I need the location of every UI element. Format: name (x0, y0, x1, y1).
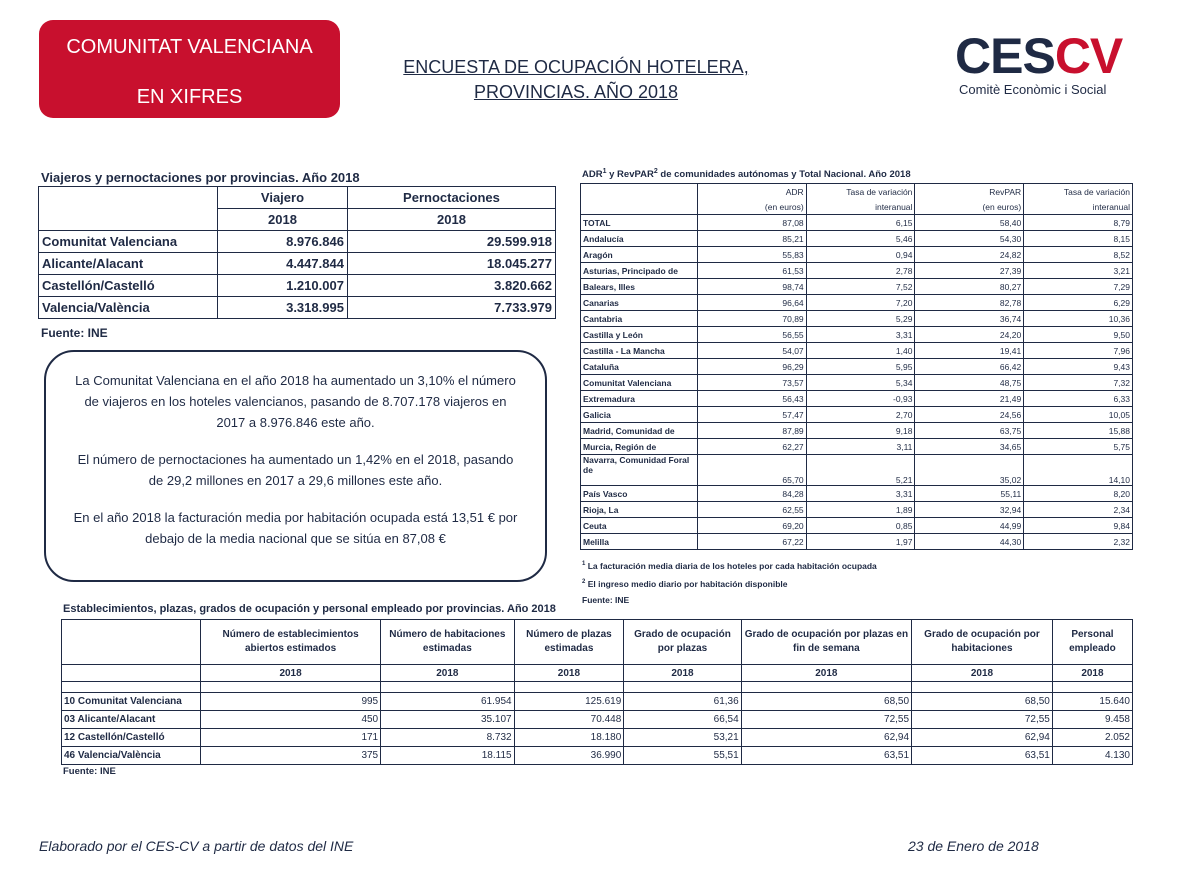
row-value-2: 70.448 (514, 711, 624, 729)
row-revpar: 24,20 (915, 327, 1024, 343)
row-revpar: 19,41 (915, 343, 1024, 359)
table2-title-b: y RevPAR (606, 169, 654, 181)
table2-note-2 (582, 574, 877, 592)
row-revpar: 34,65 (915, 439, 1024, 455)
table-row (581, 311, 1133, 327)
row-label: Comunitat Valenciana (39, 231, 218, 253)
table2-corner (581, 184, 698, 200)
row-adr: 87,89 (697, 423, 806, 439)
row-tv2: 8,20 (1024, 486, 1133, 502)
table2-corner-2 (581, 199, 698, 215)
table2-title-sup2: 2 (653, 168, 658, 175)
table2-header-0: ADR (697, 184, 806, 200)
row-label: Castilla y León (581, 327, 698, 343)
table-row (581, 359, 1133, 375)
table3-year-6: 2018 (1052, 665, 1132, 682)
row-label: Comunitat Valenciana (581, 375, 698, 391)
row-tv2: 7,96 (1024, 343, 1133, 359)
table-row (581, 263, 1133, 279)
row-tv2: 15,88 (1024, 423, 1133, 439)
row-revpar: 24,82 (915, 247, 1024, 263)
row-overnights: 7.733.979 (347, 297, 555, 319)
table-row (581, 486, 1133, 502)
table3-header-5: Grado de ocupación por habitaciones (912, 620, 1053, 665)
row-tv2: 8,79 (1024, 215, 1133, 231)
table3-header-1: Número de habitaciones estimadas (381, 620, 514, 665)
table2-header-row-2 (581, 199, 1133, 215)
row-tv2: 2,32 (1024, 534, 1133, 550)
badge-line-2: EN XIFRES (136, 86, 243, 108)
table-row (581, 439, 1133, 455)
row-label: Ceuta (581, 518, 698, 534)
table-row (581, 215, 1133, 231)
row-label: Asturias, Principado de (581, 263, 698, 279)
row-revpar: 27,39 (915, 263, 1024, 279)
row-tv2: 6,33 (1024, 391, 1133, 407)
row-tv2: 14,10 (1024, 455, 1133, 486)
row-value-6: 9.458 (1052, 711, 1132, 729)
footer-credit: Elaborado por el CES-CV a partir de datos del INE (39, 838, 354, 854)
row-tv1: 5,21 (806, 455, 915, 486)
row-value-2: 125.619 (514, 693, 624, 711)
logo-part-2: CV (1054, 28, 1123, 84)
table2-title-a: ADR (582, 169, 603, 181)
table2-title-sup1: 1 (602, 168, 607, 175)
table3-header-3: Grado de ocupación por plazas (624, 620, 741, 665)
table3-spacer-cell (624, 682, 741, 693)
row-travelers: 4.447.844 (218, 253, 348, 275)
table1-year-2: 2018 (347, 209, 555, 231)
row-tv1: 1,89 (806, 502, 915, 518)
row-value-5: 63,51 (912, 747, 1053, 765)
table3-year-row (62, 665, 1133, 682)
row-label: Valencia/València (39, 297, 218, 319)
row-adr: 96,29 (697, 359, 806, 375)
row-value-2: 36.990 (514, 747, 624, 765)
row-revpar: 58,40 (915, 215, 1024, 231)
table-row (39, 253, 556, 275)
row-adr: 54,07 (697, 343, 806, 359)
table2-subheader-1: interanual (806, 199, 915, 215)
row-tv2: 10,05 (1024, 407, 1133, 423)
table-row (581, 327, 1133, 343)
logo-subtitle: Comitè Econòmic i Social (959, 82, 1107, 97)
row-label: País Vasco (581, 486, 698, 502)
row-value-4: 72,55 (741, 711, 911, 729)
row-tv1: -0,93 (806, 391, 915, 407)
table3-spacer-cell (912, 682, 1053, 693)
row-label: 12 Castellón/Castelló (62, 729, 201, 747)
table2-title (582, 168, 911, 180)
table2-title-c: de comunidades autónomas y Total Nacional. Año 2018 (657, 169, 911, 181)
row-label: 46 Valencia/València (62, 747, 201, 765)
row-value-0: 995 (201, 693, 381, 711)
row-tv1: 5,95 (806, 359, 915, 375)
logo-mark (955, 30, 1122, 82)
row-adr: 55,83 (697, 247, 806, 263)
table3-spacer (62, 682, 1133, 693)
table-row (581, 407, 1133, 423)
table3-year-2: 2018 (514, 665, 624, 682)
row-overnights: 29.599.918 (347, 231, 555, 253)
table-row (581, 423, 1133, 439)
table-row (581, 391, 1133, 407)
table3-source: Fuente: INE (63, 766, 116, 777)
cescv-logo (955, 30, 1125, 100)
row-value-1: 35.107 (381, 711, 514, 729)
row-tv1: 5,46 (806, 231, 915, 247)
row-tv2: 7,29 (1024, 279, 1133, 295)
row-label: Extremadura (581, 391, 698, 407)
row-value-1: 18.115 (381, 747, 514, 765)
row-adr: 57,47 (697, 407, 806, 423)
table1-year-1: 2018 (218, 209, 348, 231)
table1-col-travelers: Viajero (218, 187, 348, 209)
row-tv1: 3,11 (806, 439, 915, 455)
table3-corner-2 (62, 665, 201, 682)
row-adr: 65,70 (697, 455, 806, 486)
row-label: 10 Comunitat Valenciana (62, 693, 201, 711)
row-value-6: 15.640 (1052, 693, 1132, 711)
row-value-1: 8.732 (381, 729, 514, 747)
table-row (581, 295, 1133, 311)
section-badge (39, 20, 340, 118)
table3-corner (62, 620, 201, 665)
table3-spacer-cell (201, 682, 381, 693)
row-label: Navarra, Comunidad Foral de (581, 455, 698, 486)
summary-box (44, 350, 547, 582)
table-row (581, 279, 1133, 295)
row-label: Alicante/Alacant (39, 253, 218, 275)
row-tv2: 6,29 (1024, 295, 1133, 311)
row-tv1: 1,40 (806, 343, 915, 359)
row-tv2: 8,52 (1024, 247, 1133, 263)
note-2-text: El ingreso medio diario por habitación disponible (585, 578, 788, 589)
row-value-5: 62,94 (912, 729, 1053, 747)
table-row (39, 297, 556, 319)
row-label: Madrid, Comunidad de (581, 423, 698, 439)
row-label: Castellón/Castelló (39, 275, 218, 297)
row-value-0: 171 (201, 729, 381, 747)
row-value-5: 68,50 (912, 693, 1053, 711)
row-value-5: 72,55 (912, 711, 1053, 729)
note-1-sup: 1 (582, 561, 586, 567)
row-adr: 84,28 (697, 486, 806, 502)
row-adr: 85,21 (697, 231, 806, 247)
establishments-table (61, 619, 1133, 765)
row-value-3: 55,51 (624, 747, 741, 765)
table3-spacer-cell (381, 682, 514, 693)
row-travelers: 3.318.995 (218, 297, 348, 319)
row-value-6: 2.052 (1052, 729, 1132, 747)
table-row (62, 711, 1133, 729)
table1-title: Viajeros y pernoctaciones por provincias. Año 2018 (41, 170, 360, 185)
row-adr: 61,53 (697, 263, 806, 279)
row-label: Castilla - La Mancha (581, 343, 698, 359)
row-value-2: 18.180 (514, 729, 624, 747)
row-tv1: 7,20 (806, 295, 915, 311)
table-row (581, 343, 1133, 359)
page-title-line-1: ENCUESTA DE OCUPACIÓN HOTELERA, (403, 57, 749, 77)
row-tv1: 1,97 (806, 534, 915, 550)
row-tv2: 9,43 (1024, 359, 1133, 375)
table3-header-row (62, 620, 1133, 665)
adr-revpar-table (580, 183, 1133, 550)
row-tv2: 5,75 (1024, 439, 1133, 455)
table2-note-1 (582, 556, 877, 574)
row-tv1: 3,31 (806, 327, 915, 343)
row-adr: 96,64 (697, 295, 806, 311)
row-label: Galicia (581, 407, 698, 423)
summary-paragraph-1: La Comunitat Valenciana en el año 2018 ha aumentado un 3,10% el número de viajeros en los hoteles valencianos, pasando de 8.707.178 viajeros en 2017 a 8.976.846 este año. (75, 373, 516, 430)
row-value-0: 375 (201, 747, 381, 765)
table2-subheader-3: interanual (1024, 199, 1133, 215)
table2-subheader-2: (en euros) (915, 199, 1024, 215)
table2-header-3: Tasa de variación (1024, 184, 1133, 200)
row-label: Melilla (581, 534, 698, 550)
row-adr: 62,55 (697, 502, 806, 518)
table-row (62, 747, 1133, 765)
table3-year-1: 2018 (381, 665, 514, 682)
table3-spacer-cell (1052, 682, 1132, 693)
row-label: 03 Alicante/Alacant (62, 711, 201, 729)
row-travelers: 8.976.846 (218, 231, 348, 253)
table-row (62, 729, 1133, 747)
row-label: Aragón (581, 247, 698, 263)
row-revpar: 21,49 (915, 391, 1024, 407)
table-row (581, 455, 1133, 486)
row-value-6: 4.130 (1052, 747, 1132, 765)
row-label: TOTAL (581, 215, 698, 231)
row-tv2: 3,21 (1024, 263, 1133, 279)
row-tv1: 3,31 (806, 486, 915, 502)
row-adr: 56,43 (697, 391, 806, 407)
row-tv1: 0,85 (806, 518, 915, 534)
table-row (581, 247, 1133, 263)
table-row (581, 534, 1133, 550)
row-tv2: 10,36 (1024, 311, 1133, 327)
table2-source: Fuente: INE (582, 594, 630, 605)
row-tv2: 9,84 (1024, 518, 1133, 534)
row-adr: 69,20 (697, 518, 806, 534)
row-value-0: 450 (201, 711, 381, 729)
table-row (581, 518, 1133, 534)
row-value-3: 66,54 (624, 711, 741, 729)
page-title-line-2: PROVINCIAS. AÑO 2018 (473, 82, 679, 102)
row-tv1: 2,70 (806, 407, 915, 423)
row-tv2: 8,15 (1024, 231, 1133, 247)
table2-header-row-1 (581, 184, 1133, 200)
note-1-text: La facturación media diaria de los hoteles por cada habitación ocupada (585, 560, 877, 571)
row-value-4: 63,51 (741, 747, 911, 765)
table-row (581, 502, 1133, 518)
row-label: Balears, Illes (581, 279, 698, 295)
table3-header-2: Número de plazas estimadas (514, 620, 624, 665)
row-tv2: 7,32 (1024, 375, 1133, 391)
row-travelers: 1.210.007 (218, 275, 348, 297)
row-revpar: 24,56 (915, 407, 1024, 423)
row-revpar: 36,74 (915, 311, 1024, 327)
table-row (39, 275, 556, 297)
row-tv1: 2,78 (806, 263, 915, 279)
row-label: Canarias (581, 295, 698, 311)
travelers-table (38, 186, 556, 319)
row-revpar: 32,94 (915, 502, 1024, 518)
table3-year-5: 2018 (912, 665, 1053, 682)
table2-header-1: Tasa de variación (806, 184, 915, 200)
row-tv1: 5,34 (806, 375, 915, 391)
row-revpar: 48,75 (915, 375, 1024, 391)
row-tv2: 2,34 (1024, 502, 1133, 518)
row-overnights: 18.045.277 (347, 253, 555, 275)
footer-date: 23 de Enero de 2018 (908, 838, 1039, 854)
table-row (62, 693, 1133, 711)
summary-paragraph-2: El número de pernoctaciones ha aumentado un 1,42% en el 2018, pasando de 29,2 millones en 2017 a 29,6 millones este año. (77, 452, 514, 488)
row-tv1: 5,29 (806, 311, 915, 327)
row-adr: 67,22 (697, 534, 806, 550)
row-overnights: 3.820.662 (347, 275, 555, 297)
table3-header-0: Número de establecimientos abiertos estimados (201, 620, 381, 665)
row-label: Murcia, Región de (581, 439, 698, 455)
row-adr: 87,08 (697, 215, 806, 231)
row-label: Andalucía (581, 231, 698, 247)
table3-year-0: 2018 (201, 665, 381, 682)
row-tv1: 9,18 (806, 423, 915, 439)
row-value-3: 53,21 (624, 729, 741, 747)
row-revpar: 63,75 (915, 423, 1024, 439)
summary-paragraph-3: En el año 2018 la facturación media por habitación ocupada está 13,51 € por debajo de la media nacional que se sitúa en 87,08 € (73, 510, 518, 546)
row-label: Cataluña (581, 359, 698, 375)
row-revpar: 44,99 (915, 518, 1024, 534)
logo-part-1: CES (955, 28, 1055, 84)
row-value-3: 61,36 (624, 693, 741, 711)
table2-header-2: RevPAR (915, 184, 1024, 200)
row-label: Rioja, La (581, 502, 698, 518)
table-row (581, 375, 1133, 391)
row-label: Cantabria (581, 311, 698, 327)
row-adr: 62,27 (697, 439, 806, 455)
table-row (581, 231, 1133, 247)
table3-year-4: 2018 (741, 665, 911, 682)
table1-source: Fuente: INE (41, 326, 108, 340)
table2-notes (582, 556, 877, 608)
table3-spacer-cell (741, 682, 911, 693)
note-2-sup: 2 (582, 578, 586, 585)
row-adr: 73,57 (697, 375, 806, 391)
row-revpar: 44,30 (915, 534, 1024, 550)
row-tv1: 7,52 (806, 279, 915, 295)
table3-header-4: Grado de ocupación por plazas en fin de semana (741, 620, 911, 665)
table1-corner (39, 187, 218, 209)
page-title (360, 55, 792, 105)
table3-spacer-cell (514, 682, 624, 693)
table2-subheader-0: (en euros) (697, 199, 806, 215)
row-revpar: 80,27 (915, 279, 1024, 295)
row-value-1: 61.954 (381, 693, 514, 711)
row-tv1: 6,15 (806, 215, 915, 231)
table3-header-6: Personal empleado (1052, 620, 1132, 665)
table3-spacer-label (62, 682, 201, 693)
row-revpar: 55,11 (915, 486, 1024, 502)
row-adr: 70,89 (697, 311, 806, 327)
row-revpar: 54,30 (915, 231, 1024, 247)
row-value-4: 62,94 (741, 729, 911, 747)
row-revpar: 66,42 (915, 359, 1024, 375)
row-tv2: 9,50 (1024, 327, 1133, 343)
row-tv1: 0,94 (806, 247, 915, 263)
row-revpar: 35,02 (915, 455, 1024, 486)
row-adr: 98,74 (697, 279, 806, 295)
table3-title: Establecimientos, plazas, grados de ocupación y personal empleado por provincias. Año 2018 (63, 603, 556, 615)
table1-col-overnights: Pernoctaciones (347, 187, 555, 209)
row-revpar: 82,78 (915, 295, 1024, 311)
table1-corner-2 (39, 209, 218, 231)
table-row (39, 231, 556, 253)
badge-line-1: COMUNITAT VALENCIANA (66, 36, 313, 58)
row-value-4: 68,50 (741, 693, 911, 711)
row-adr: 56,55 (697, 327, 806, 343)
table3-year-3: 2018 (624, 665, 741, 682)
